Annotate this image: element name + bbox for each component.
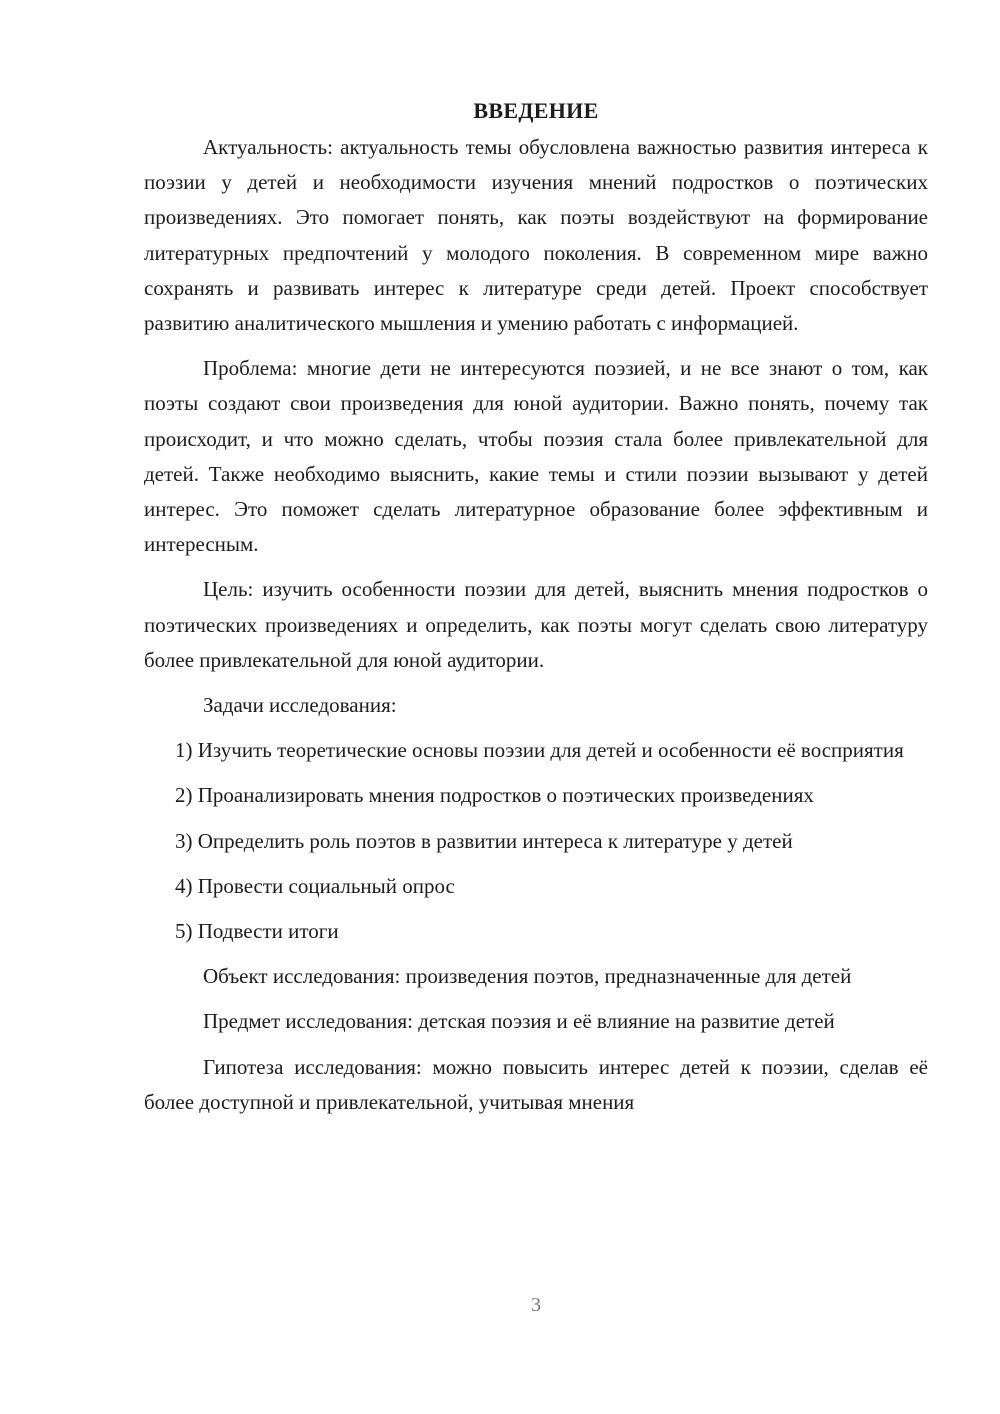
relevance-paragraph: Актуальность: актуальность темы обусловлена важностью развития интереса к поэзии у детей и необходимости изучения мнений подростков о поэтических произведениях. Это помогает понять, как поэты воздействуют на формирование литературных предпочтений у молодого поколения. В современном мире важно сохранять и развивать интерес к литературе среди детей. Проект способствует развитию аналитического мышления и умению работать с информацией. (144, 135, 928, 336)
task-item-5: 5) Подвести итоги (175, 919, 339, 944)
task-item-1: 1) Изучить теоретические основы поэзии для детей и особенности её восприятия (175, 738, 904, 763)
page-number: 3 (531, 1294, 541, 1316)
task-item-3: 3) Определить роль поэтов в развитии интереса к литературе у детей (175, 828, 793, 853)
tasks-heading: Задачи исследования: (203, 693, 397, 718)
hypothesis-paragraph: Гипотеза исследования: можно повысить интерес детей к поэзии, сделав её более доступной и привлекательной, учитывая мнения (144, 1054, 928, 1114)
task-item-2: 2) Проанализировать мнения подростков о поэтических произведениях (175, 783, 814, 808)
section-title: ВВЕДЕНИЕ (473, 98, 599, 123)
problem-paragraph: Проблема: многие дети не интересуются поэзией, и не все знают о том, как поэты создают свои произведения для юной аудитории. Важно понять, почему так происходит, и что можно сделать, чтобы поэзия стала более привлекательной для детей. Также необходимо выяснить, какие темы и стили поэзии вызывают у детей интерес. Это поможет сделать литературное образование более эффективным и интересным. (144, 356, 928, 557)
goal-paragraph: Цель: изучить особенности поэзии для детей, выяснить мнения подростков о поэтических произведениях и определить, как поэты могут сделать свою литературу более привлекательной для юной аудитории. (144, 577, 928, 672)
object-paragraph: Объект исследования: произведения поэтов, предназначенные для детей (203, 964, 852, 989)
subject-paragraph: Предмет исследования: детская поэзия и её влияние на развитие детей (203, 1009, 835, 1034)
document-page (144, 93, 928, 1130)
task-item-4: 4) Провести социальный опрос (175, 873, 455, 898)
